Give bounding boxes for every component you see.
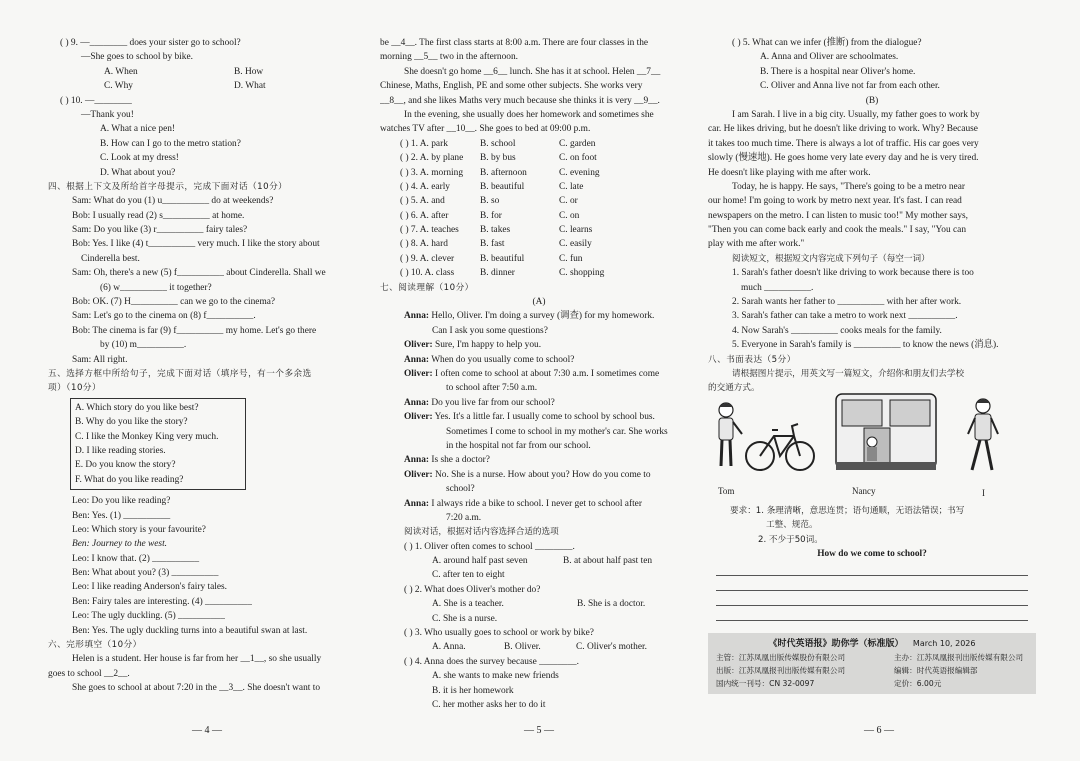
box-option: F. What do you like reading? <box>75 474 184 485</box>
footer-cell: 国内统一刊号：CN 32-0097 <box>716 679 815 689</box>
qa4-option: B. it is her homework <box>432 685 514 696</box>
dialog5-line: Leo: Do you like reading? <box>72 496 171 507</box>
cloze-line: In the evening, she usually does her homework and sometimes she <box>404 109 654 120</box>
q9-option-b: B. How <box>234 66 264 77</box>
writing-task-line: 请根据图片提示，用英文写一篇短文，介绍你和朋友们去学校 <box>732 368 965 379</box>
section-5-heading: 五、选择方框中所给句子，完成下面对话（填序号，有一个多余选 <box>48 368 312 379</box>
cloze-choice: ( ) 9. A. clever <box>400 253 455 264</box>
caption-tom: Tom <box>718 485 735 496</box>
section-4-heading: 四、根据上下文及所给首字母提示，完成下面对话（10分） <box>48 181 288 192</box>
box-option: C. I like the Monkey King very much. <box>75 431 219 442</box>
sentence-options-box <box>70 398 246 490</box>
dialog-a-line: When do you usually come to school? <box>429 354 575 365</box>
dialog4-line: by (10) m__________. <box>100 340 187 351</box>
qa1-option-b: B. at about half past ten <box>563 556 653 567</box>
cloze-line: morning __5__ two in the afternoon. <box>380 52 518 63</box>
box-option: E. Do you know the story? <box>75 460 176 471</box>
cloze-choice: ( ) 8. A. hard <box>400 239 448 250</box>
footer-cell: 编辑：时代英语报编辑部 <box>894 666 978 676</box>
box-option: A. Which story do you like best? <box>75 402 199 413</box>
part-b-label: (B) <box>865 95 879 106</box>
instruction-b: 阅读短文，根据短文内容完成下列句子（每空一词） <box>732 253 930 264</box>
passage-b-line: "Then you can come back early and cook the meals." I say, "You can <box>708 225 967 236</box>
dialog-a-line: Sure, I'm happy to help you. <box>432 340 542 351</box>
q10-stem: ( ) 10. —________ <box>60 95 132 106</box>
speaker: Anna: <box>404 354 430 365</box>
passage-b-line: Today, he is happy. He says, "There's going to be a metro near <box>732 181 965 192</box>
publication-footer <box>708 633 1036 694</box>
cloze-line: Helen is a student. Her house is far from her __1__, so she usually <box>72 654 322 665</box>
cloze-line: She goes to school at about 7:20 in the __3__. She doesn't want to <box>72 683 321 694</box>
cloze-choice: C. learns <box>559 225 593 236</box>
dialog4-line: Sam: Oh, there's a new (5) f__________ about Cinderella. Shall we <box>72 268 326 279</box>
dialog5-line: Leo: The ugly duckling. (5) __________ <box>72 611 225 622</box>
page-4-column <box>48 36 366 696</box>
dialog-a-line: Yes. It's a little far. I usually come to school by school bus. <box>432 412 655 423</box>
passage-b-line: play with me after work." <box>708 239 805 250</box>
cloze-line: watches TV after __10__. She goes to bed at 09:00 p.m. <box>380 124 591 135</box>
dialog5-line: Ben: What about you? (3) __________ <box>72 568 219 579</box>
passage-b-line: newspapers on the metro. I can listen to music too!" My mother says, <box>708 210 969 221</box>
cloze-choice: ( ) 6. A. after <box>400 210 449 221</box>
cloze-choice: C. garden <box>559 138 596 149</box>
dialog5-line: Ben: Fairy tales are interesting. (4) __________ <box>72 596 252 607</box>
dialog4-line: Sam: What do you (1) u__________ do at weekends? <box>72 196 274 207</box>
q9-option-c: C. Why <box>104 81 133 92</box>
cloze-choice: B. for <box>480 210 502 221</box>
dialog-a-line: Hello, Oliver. I'm doing a survey (调查) for my homework. <box>429 311 655 322</box>
cloze-choice: ( ) 2. A. by plane <box>400 153 464 164</box>
q9-answer-line: —She goes to school by bike. <box>81 52 193 63</box>
cloze-line: be __4__. The first class starts at 8:00 a.m. There are four classes in the <box>380 38 649 48</box>
dialog4-line: Sam: All right. <box>72 354 128 365</box>
speaker: Oliver: <box>404 340 433 351</box>
box-option: D. I like reading stories. <box>75 445 166 456</box>
cloze-choice: B. fast <box>480 239 505 250</box>
writing-pictures <box>708 400 1036 504</box>
nancy-bus-illustration <box>834 392 938 480</box>
fill-line: 3. Sarah's father can take a metro to work next __________. <box>732 311 958 322</box>
cloze-choice: C. late <box>559 181 584 192</box>
fill-line: 2. Sarah wants her father to __________ with her after work. <box>732 297 962 308</box>
dialog-a-line: I always ride a bike to school. I never get to school after <box>429 498 642 509</box>
cloze-choice: C. or <box>559 196 578 207</box>
footer-title: 《时代英语报》助你学（标准版） <box>768 639 904 650</box>
requirement-line: 2. 不少于50词。 <box>758 534 823 545</box>
cloze-choice: C. easily <box>559 239 592 250</box>
speaker: Anna: <box>404 498 430 509</box>
i-walking-illustration <box>958 396 1008 480</box>
qa3-option-a: A. Anna. <box>432 642 466 653</box>
dialog4-line: Cinderella best. <box>81 253 140 264</box>
dialog4-line: (6) w__________ it together? <box>100 282 212 293</box>
part-a-label: (A) <box>532 297 546 308</box>
cloze-line: She doesn't go home __6__ lunch. She has it at school. Helen __7__ <box>404 66 661 77</box>
qa2-stem: ( ) 2. What does Oliver's mother do? <box>404 584 541 595</box>
dialog-a-line: No. She is a nurse. How about you? How do you come to <box>432 469 651 480</box>
section-5-heading-cont: 项）（10分） <box>48 383 102 394</box>
cloze-choice: ( ) 4. A. early <box>400 181 450 192</box>
dialog-a-line: Can I ask you some questions? <box>432 325 548 336</box>
box-option: B. Why do you like the story? <box>75 417 188 428</box>
dialog5-line: Ben: Yes. (1) __________ <box>72 510 171 521</box>
dialog4-line: Bob: I usually read (2) s__________ at home. <box>72 210 245 221</box>
writing-line[interactable] <box>716 576 1028 591</box>
page-number-6: — 6 — <box>864 725 894 736</box>
cloze-choice: C. on <box>559 210 580 221</box>
speaker: Oliver: <box>404 412 433 423</box>
qa2-option-b: B. She is a doctor. <box>577 599 646 610</box>
cloze-choices <box>380 137 698 281</box>
cloze-choice: B. afternoon <box>480 167 527 178</box>
page-6-column <box>708 36 1036 694</box>
cloze-choice: B. takes <box>480 225 511 236</box>
qa5-stem: ( ) 5. What can we infer (推断) from the dialogue? <box>732 38 922 48</box>
qa5-option-c: C. Oliver and Anna live not far from each other. <box>760 81 940 92</box>
footer-cell: 主管：江苏凤凰出版传媒股份有限公司 <box>716 653 846 663</box>
dialog5-line: Leo: I know that. (2) __________ <box>72 553 200 564</box>
speaker: Oliver: <box>404 368 433 379</box>
dialog-a-line: Sometimes I come to school in my mother's car. She works <box>446 426 668 437</box>
passage-b-line: car. He likes driving, but he doesn't like driving to work. Why? Because <box>708 124 978 135</box>
dialog-a-line: in the hospital not far from our school. <box>446 440 591 451</box>
q9-options <box>48 65 366 94</box>
qa1-stem: ( ) 1. Oliver often comes to school ________. <box>404 541 575 552</box>
passage-b-line: He doesn't like playing with me after work. <box>708 167 871 178</box>
qa3-option-b: B. Oliver. <box>504 642 541 653</box>
dialog5-line: Ben: Yes. The ugly duckling turns into a beautiful swan at last. <box>72 625 308 636</box>
q10-answer-line: —Thank you! <box>81 109 134 120</box>
dialog-a-line: 7:20 a.m. <box>446 512 482 523</box>
qa4-options <box>380 669 698 712</box>
dialog4-line: Bob: OK. (7) H__________ can we go to the cinema? <box>72 297 276 308</box>
fill-line: 5. Everyone in Sarah's family is __________ to know the news (消息). <box>732 340 999 351</box>
cloze-choice: B. beautiful <box>480 181 525 192</box>
footer-date: March 10, 2026 <box>912 639 976 649</box>
cloze-choice: C. on foot <box>559 153 597 164</box>
passage-b-line: it takes too much time. There is always a lot of traffic. His car goes very <box>708 138 979 149</box>
dialog-a-line: Is she a doctor? <box>429 455 490 466</box>
q10-option-d: D. What about you? <box>100 167 176 178</box>
tom-bike-illustration <box>712 400 820 480</box>
cloze-line: Chinese, Maths, English, PE and some other subjects. She works very <box>380 81 643 92</box>
cloze-choice: ( ) 5. A. and <box>400 196 445 207</box>
fill-line: 4. Now Sarah's __________ cooks meals for the family. <box>732 325 942 336</box>
dialog5-line: Leo: I like reading Anderson's fairy tales. <box>72 582 228 593</box>
cloze-choice: ( ) 1. A. park <box>400 138 448 149</box>
speaker: Anna: <box>404 397 430 408</box>
q10-option-c: C. Look at my dress! <box>100 153 179 164</box>
caption-i: I <box>982 487 985 498</box>
dialog-a-line: Do you live far from our school? <box>429 397 555 408</box>
q10-option-b: B. How can I go to the metro station? <box>100 138 241 149</box>
qa1-option-c: C. after ten to eight <box>432 570 505 581</box>
cloze-choice: ( ) 7. A. teaches <box>400 225 459 236</box>
cloze-line: goes to school __2__. <box>48 668 130 679</box>
cloze-line: __8__, and she likes Maths very much because she thinks it is very __9__. <box>380 95 660 106</box>
dialog4-line: Bob: The cinema is far (9) f__________ my home. Let's go there <box>72 325 317 336</box>
dialog-a-line: school? <box>446 484 475 495</box>
q9-option-a: A. When <box>104 66 138 77</box>
dialog4-line: Bob: Yes. I like (4) t__________ very much. I like the story about <box>72 239 320 250</box>
passage-b-line: our home! I'm going to work by metro next year. It's fast. I can read <box>708 196 962 207</box>
q10-option-a: A. What a nice pen! <box>100 124 176 135</box>
cloze-choice: C. shopping <box>559 268 605 279</box>
qa1-option-a: A. around half past seven <box>432 556 528 567</box>
section-8-heading: 八、书面表达（5分） <box>708 354 796 365</box>
fill-line: much __________. <box>741 282 814 293</box>
requirement-line: 工整、规范。 <box>766 520 818 531</box>
dialog-a-line: I often come to school at about 7:30 a.m. I sometimes come <box>432 368 660 379</box>
q9-stem: ( ) 9. —________ does your sister go to school? <box>60 38 241 48</box>
caption-nancy: Nancy <box>852 485 876 496</box>
page-number-4: — 4 — <box>192 725 222 736</box>
footer-cell: 定价：6.00元 <box>894 679 942 689</box>
qa3-option-c: C. Oliver's mother. <box>576 642 647 653</box>
page-5-column <box>380 36 698 712</box>
qa3-stem: ( ) 3. Who usually goes to school or work by bike? <box>404 628 594 639</box>
footer-cell: 出版：江苏凤凰报刊出版传媒有限公司 <box>716 666 846 676</box>
section-7-heading: 七、阅读理解（10分） <box>380 282 474 293</box>
q9-option-d: D. What <box>234 81 266 92</box>
footer-cell: 主办：江苏凤凰报刊出版传媒有限公司 <box>894 653 1024 663</box>
section-6-heading: 六、完形填空（10分） <box>48 640 142 651</box>
dialog4-line: Sam: Do you like (3) r__________ fairy tales? <box>72 225 248 236</box>
page-number-5: — 5 — <box>524 725 554 736</box>
passage-b-line: I am Sarah. I live in a big city. Usually, my father goes to work by <box>732 109 980 120</box>
speaker: Oliver: <box>404 469 433 480</box>
cloze-choice: B. so <box>480 196 500 207</box>
dialog-a-line: to school after 7:50 a.m. <box>446 383 538 394</box>
cloze-choice: ( ) 10. A. class <box>400 268 455 279</box>
instruction-a: 阅读对话，根据对话内容选择合适的选项 <box>404 527 559 538</box>
cloze-choice: C. evening <box>559 167 600 178</box>
qa4-option: C. her mother asks her to do it <box>432 699 546 710</box>
dialog4-line: Sam: Let's go to the cinema on (8) f__________. <box>72 311 256 322</box>
fill-line: 1. Sarah's father doesn't like driving to work because there is too <box>732 268 974 279</box>
writing-line[interactable] <box>716 606 1028 621</box>
qa4-option: A. she wants to make new friends <box>432 671 559 682</box>
qa2-option-a: A. She is a teacher. <box>432 599 504 610</box>
requirement-line: 要求：1. 条理清晰，意思连贯；语句通顺，无语法错误；书写 <box>730 505 965 516</box>
cloze-choice: B. dinner <box>480 268 515 279</box>
writing-line[interactable] <box>716 561 1028 576</box>
essay-title: How do we come to school? <box>817 548 927 559</box>
dialog5-line: Ben: Journey to the west. <box>72 539 168 550</box>
speaker: Anna: <box>404 311 430 322</box>
dialog5-line: Leo: Which story is your favourite? <box>72 524 206 535</box>
cloze-choice: C. fun <box>559 253 583 264</box>
passage-b-line: slowly (慢速地). He goes home very late every day and he is very tired. <box>708 153 979 164</box>
qa4-stem: ( ) 4. Anna does the survey because ________. <box>404 656 579 667</box>
cloze-choice: B. school <box>480 138 516 149</box>
cloze-choice: B. by bus <box>480 153 516 164</box>
writing-task-line: 的交通方式。 <box>708 383 760 394</box>
cloze-choice: B. beautiful <box>480 253 525 264</box>
writing-line[interactable] <box>716 591 1028 606</box>
speaker: Anna: <box>404 455 430 466</box>
qa2-option-c: C. She is a nurse. <box>432 613 498 624</box>
cloze-choice: ( ) 3. A. morning <box>400 167 464 178</box>
qa5-option-a: A. Anna and Oliver are schoolmates. <box>760 52 899 63</box>
qa5-option-b: B. There is a hospital near Oliver's home. <box>760 66 916 77</box>
